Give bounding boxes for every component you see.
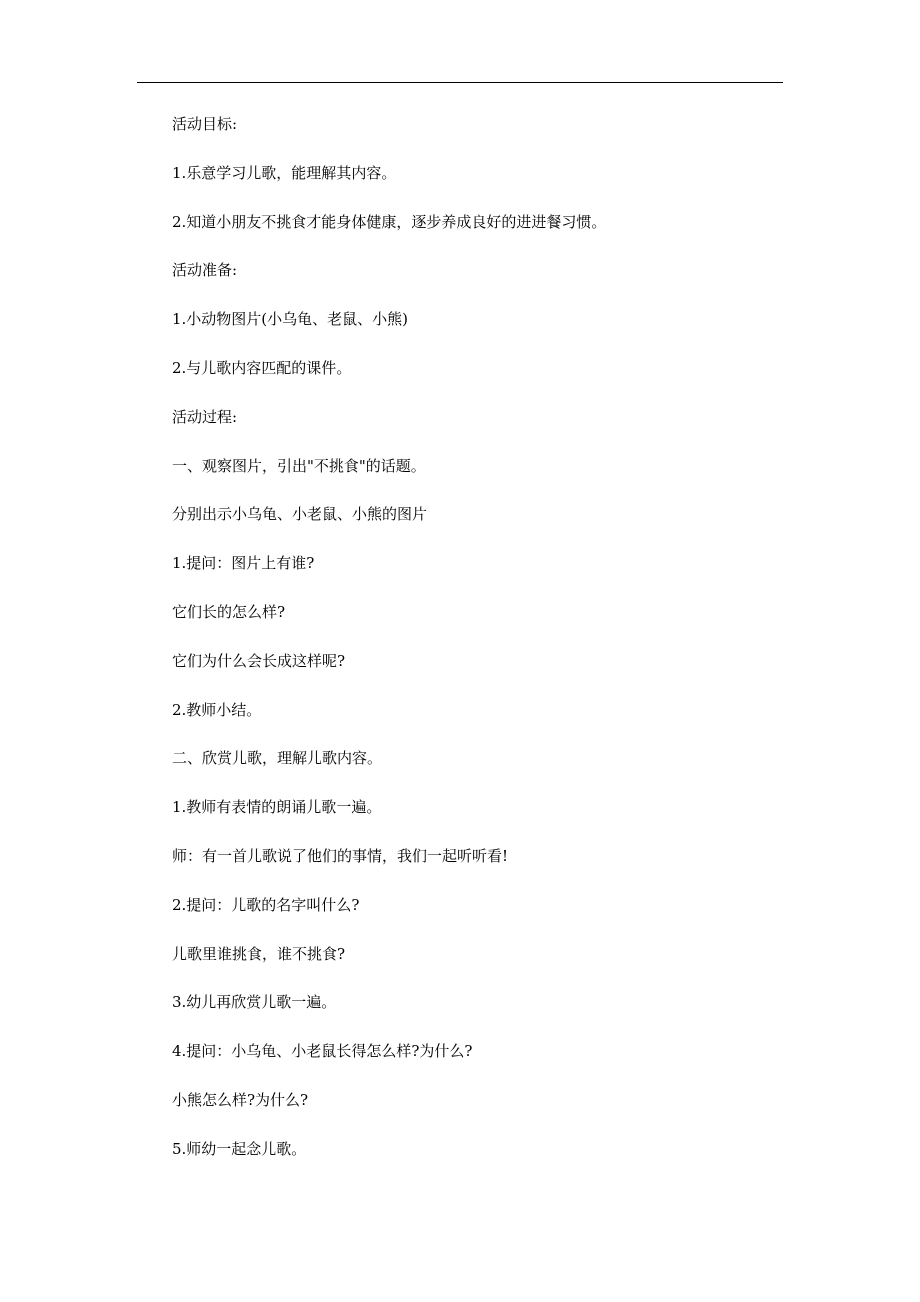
section-heading-process: 活动过程: (172, 407, 238, 426)
process-text: 2.提问：儿歌的名字叫什么? (172, 895, 360, 914)
document-body (172, 114, 772, 1188)
section-heading-preparation: 活动准备: (172, 261, 238, 280)
process-text: 3.幼儿再欣赏儿歌一遍。 (172, 993, 337, 1012)
process-text: 1.提问：图片上有谁? (172, 554, 315, 573)
goal-item-1: 1.乐意学习儿歌，能理解其内容。 (172, 163, 397, 182)
process-text: 2.教师小结。 (172, 700, 262, 719)
goal-item-2: 2.知道小朋友不挑食才能身体健康，逐步养成良好的进进餐习惯。 (172, 212, 607, 231)
process-step-2-heading: 二、欣赏儿歌，理解儿歌内容。 (172, 749, 383, 768)
process-text: 它们长的怎么样? (172, 602, 286, 621)
section-heading-goals: 活动目标: (172, 115, 238, 133)
process-text: 它们为什么会长成这样呢? (172, 651, 346, 670)
process-text: 5.师幼一起念儿歌。 (172, 1139, 307, 1158)
process-text: 分别出示小乌龟、小老鼠、小熊的图片 (172, 505, 428, 524)
process-text: 小熊怎么样?为什么? (172, 1090, 309, 1109)
process-step-1-heading: 一、观察图片，引出"不挑食"的话题。 (172, 456, 426, 475)
header-rule (137, 82, 783, 83)
preparation-item-1: 1.小动物图片(小乌龟、老鼠、小熊) (172, 310, 409, 329)
process-text: 4.提问：小乌龟、小老鼠长得怎么样?为什么? (172, 1042, 473, 1061)
preparation-item-2: 2.与儿歌内容匹配的课件。 (172, 358, 352, 377)
process-text: 师：有一首儿歌说了他们的事情，我们一起听听看! (172, 846, 509, 865)
process-text: 1.教师有表情的朗诵儿歌一遍。 (172, 798, 382, 817)
process-text: 儿歌里谁挑食，谁不挑食? (172, 944, 346, 963)
